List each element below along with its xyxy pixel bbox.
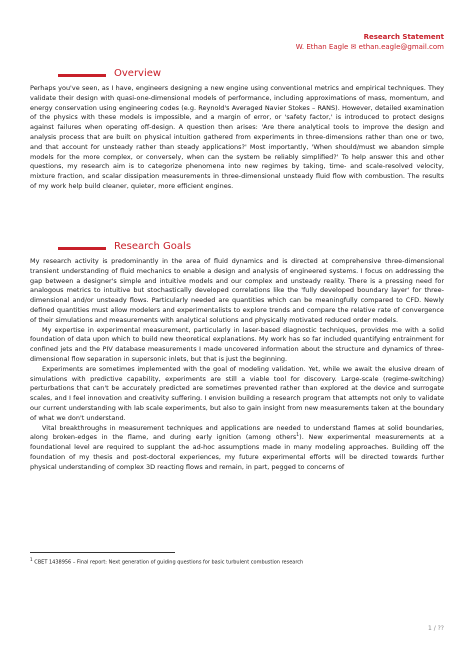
section-bar — [58, 74, 106, 77]
footnote-ref[interactable]: 1 — [296, 433, 300, 439]
goals-paragraph-2: My expertise in experimental measurement, particularly in laser-based diagnostic techniques, provides me with a solid foundation of data upon which to build new theoretical explanations. My work has so far included quantifying entrainment for confined jets and the PIV database measurements I made uncovered information about the structure and dynamics of three-dimensional flow separation in supersonic inlets, but that is just the beginning. — [30, 325, 444, 363]
section-bar — [58, 247, 106, 250]
section-title-research-goals: Research Goals — [114, 241, 192, 252]
overview-body — [30, 84, 444, 192]
goals-paragraph-4-b: ). New experimental measurements at a foundational level are required to supplant the ad-hoc assumptions made in many modeling approaches. Building off the foundation of my thesis and post-doctoral experiences, my future experimental efforts will be directed towards further physical understanding of complex 3D reacting flows and remain, in part, pegged to concerns of — [30, 433, 444, 471]
header — [144, 32, 444, 52]
header-title: Research Statement — [363, 33, 444, 41]
footnote — [30, 556, 444, 567]
footnote-mark: 1 — [30, 557, 33, 562]
footnote-text: CBET 1438956 – Final report: Next generation of guiding questions for basic turbulent combustion research — [34, 559, 304, 566]
section-research-goals — [30, 240, 444, 254]
goals-paragraph-1: My research activity is predominantly in the area of fluid dynamics and is directed at comprehensive three-dimensional transient understanding of fluid mechanics to enable a design and analysis of engineered systems. I focus on addressing the gap between a designer's simple and intuitive models and our complex and unsteady reality. There is a pressing need for analogous metrics to intuitive but stochastically developed correlations like the 'fully developed boundary layer' for three-dimensional and/or unsteady flows. Particularly needed are quantities which can be meaningfully compared to CFD. Newly defined quantities must allow modelers and experimentalists to explore trends and compare the relative rate of convergence of their simulations and measurements with analytical solutions and physically motivated reduced order models. — [30, 257, 444, 324]
page-number: 1 / ?? — [427, 625, 444, 632]
section-title-overview: Overview — [114, 68, 162, 79]
section-overview — [30, 67, 444, 81]
header-author-line: W. Ethan Eagle ✉ ethan.eagle@gmail.com — [295, 43, 444, 51]
overview-paragraph: Perhaps you've seen, as I have, engineers designing a new engine using conventional metrics and empirical techniques. They validate their design with quasi-one-dimensional models of performance, including approximations of mass, momentum, and energy conservation using engineering codes (e.g. Reynold's Averaged Navier Stokes – RANS). However, detailed examination of the physics with these models is impossible, and a margin of error, or 'safety factor,' is introduced to protect designs against failures when operating off-design. A question then arises: 'Are there analytical tools to improve the design and analysis process that are built on physical intuition gathered from experiments in three-dimensions rather than one or two, and that account for unsteady rather than steady applications?' Most importantly, 'When should/must we abandon simple models for the more complex, or conversely, when can the system be reliably simplified?' To help answer this and other questions, my research aim is to categorize phenomena into new regimes by taking, time- and scale-resolved velocity, mixture fraction, and scalar dissipation measurements in three-dimensional unsteady fluid flow with combustion. The results of my work help build cleaner, quieter, more efficient engines. — [30, 84, 444, 190]
goals-paragraph-4-a: Vital breakthroughs in measurement techniques and applications are needed to understand flames at solid boundaries, along broken-edges in the flame, and during early ignition (among others — [30, 423, 444, 442]
research-goals-body — [30, 257, 444, 473]
goals-paragraph-3: Experiments are sometimes implemented with the goal of modeling validation. Yet, while we await the elusive dream of simulations with predictive capability, experiments are still a viable tool for discovery. Large-scale (regime-switching) perturbations that can't be accurately predicted are sometimes prevented rather than explored at the device and surrogate scales, and I feel innovation and creativity suffering. I envision building a research program that attempts not only to validate our current understanding with lab scale experiments, but also to gain insight from new measurements taken at the boundary of what we don't understand. — [30, 364, 444, 422]
footnote-rule — [30, 552, 175, 553]
goals-paragraph-4 — [30, 424, 444, 473]
